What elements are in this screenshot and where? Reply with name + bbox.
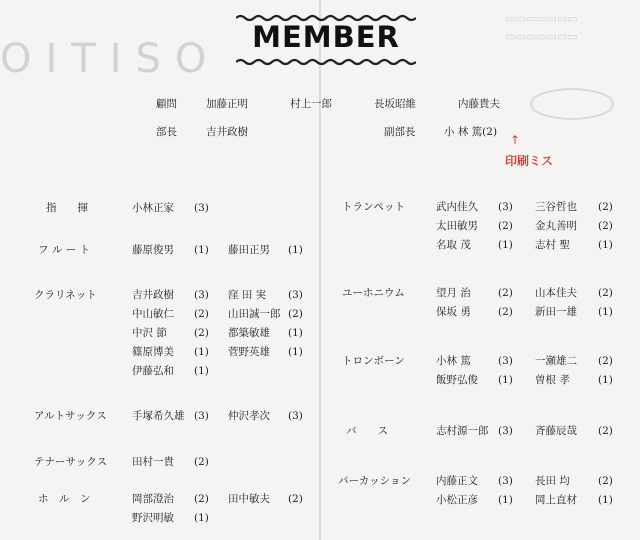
member-name: 岡部澄治 bbox=[132, 493, 174, 505]
member-name: 手塚希久雄 bbox=[132, 410, 185, 422]
bleed-through-text-right: ▭▭▭▭▭▭▭ ▭▭▭▭▭▭▭ bbox=[505, 12, 578, 43]
member-name: 中山敏仁 bbox=[132, 308, 174, 320]
member-year: (2) bbox=[498, 306, 513, 318]
section-label: クラリネット bbox=[34, 289, 97, 301]
member-year: (1) bbox=[498, 494, 513, 506]
member-name: 小林 篤 bbox=[436, 355, 471, 367]
member-year: (2) bbox=[598, 201, 613, 213]
advisor-name: 加藤正明 bbox=[206, 98, 248, 110]
member-year: (2) bbox=[598, 475, 613, 487]
member-name: 名取 茂 bbox=[436, 239, 471, 251]
member-year: (1) bbox=[598, 494, 613, 506]
member-year: (1) bbox=[194, 512, 209, 524]
vice-chief-name: 小 林 篤(2) bbox=[444, 126, 498, 138]
member-name: 田中敏夫 bbox=[228, 493, 270, 505]
member-name: 岡上直材 bbox=[535, 494, 577, 506]
page-fold bbox=[319, 0, 321, 540]
member-year: (3) bbox=[194, 410, 209, 422]
member-year: (2) bbox=[288, 493, 303, 505]
member-name: 野沢明敏 bbox=[132, 512, 174, 524]
chief-label: 部長 bbox=[156, 126, 177, 138]
member-name: 吉井政樹 bbox=[132, 289, 174, 301]
section-label: フ ル ー ト bbox=[38, 244, 91, 256]
member-year: (2) bbox=[194, 327, 209, 339]
member-year: (1) bbox=[194, 244, 209, 256]
member-year: (2) bbox=[194, 493, 209, 505]
member-year: (1) bbox=[288, 327, 303, 339]
member-year: (1) bbox=[194, 346, 209, 358]
member-name: 都築敏雄 bbox=[228, 327, 270, 339]
bleed-through-text-left: OITISO bbox=[0, 36, 221, 82]
member-year: (3) bbox=[288, 289, 303, 301]
member-year: (3) bbox=[194, 289, 209, 301]
member-year: (2) bbox=[194, 308, 209, 320]
member-year: (1) bbox=[498, 374, 513, 386]
member-year: (2) bbox=[598, 287, 613, 299]
member-year: (3) bbox=[498, 201, 513, 213]
member-name: 内藤正文 bbox=[436, 475, 478, 487]
member-name: 志村 聖 bbox=[535, 239, 570, 251]
section-label: パーカッション bbox=[338, 475, 411, 487]
member-year: (2) bbox=[498, 220, 513, 232]
member-name: 中沢 節 bbox=[132, 327, 167, 339]
vice-chief-label: 副部長 bbox=[384, 126, 416, 138]
member-name: 仲沢孝次 bbox=[228, 410, 270, 422]
member-year: (2) bbox=[288, 308, 303, 320]
member-name: 田村一貴 bbox=[132, 456, 174, 468]
member-year: (2) bbox=[598, 355, 613, 367]
member-year: (3) bbox=[194, 202, 209, 214]
advisor-label: 顧問 bbox=[156, 98, 177, 110]
member-name: 志村源一郎 bbox=[436, 425, 489, 437]
misprint-note: 印刷ミス bbox=[505, 154, 554, 168]
member-year: (3) bbox=[498, 475, 513, 487]
section-label: テナーサックス bbox=[34, 456, 108, 468]
section-label: アルトサックス bbox=[34, 410, 107, 422]
member-year: (3) bbox=[498, 355, 513, 367]
member-name: 曽根 孝 bbox=[535, 374, 570, 386]
member-name: 長田 均 bbox=[535, 475, 570, 487]
section-label: トランペット bbox=[342, 201, 405, 213]
member-name: 新田一雄 bbox=[535, 306, 577, 318]
member-name: 藤田正男 bbox=[228, 244, 270, 256]
advisor-name: 内藤貴夫 bbox=[458, 98, 500, 110]
member-name: 山本佳夫 bbox=[535, 287, 577, 299]
member-year: (1) bbox=[598, 374, 613, 386]
bleed-through-oval bbox=[530, 88, 614, 120]
member-name: 太田敏男 bbox=[436, 220, 478, 232]
section-label: バ ス bbox=[346, 425, 388, 437]
member-name: 山田誠一郎 bbox=[228, 308, 281, 320]
section-label: ホ ル ン bbox=[38, 493, 91, 505]
section-label: 指 揮 bbox=[46, 202, 88, 214]
advisor-name: 村上一郎 bbox=[290, 98, 332, 110]
member-name: 武内佳久 bbox=[436, 201, 478, 213]
member-name: 篠原博美 bbox=[132, 346, 174, 358]
member-name: 小松正彦 bbox=[436, 494, 478, 506]
member-name: 一瀬雄二 bbox=[535, 355, 577, 367]
chief-name: 吉井政樹 bbox=[206, 126, 248, 138]
member-year: (1) bbox=[288, 346, 303, 358]
member-year: (2) bbox=[194, 456, 209, 468]
member-year: (2) bbox=[498, 287, 513, 299]
member-year: (3) bbox=[498, 425, 513, 437]
member-year: (1) bbox=[194, 365, 209, 377]
member-name: 望月 治 bbox=[436, 287, 471, 299]
ornament-bottom bbox=[236, 58, 416, 66]
member-year: (2) bbox=[598, 220, 613, 232]
member-name: 藤原俊男 bbox=[132, 244, 174, 256]
member-year: (1) bbox=[598, 239, 613, 251]
up-arrow-icon: ↑ bbox=[510, 133, 521, 147]
member-name: 伊藤弘和 bbox=[132, 365, 174, 377]
page-title: MEMBER bbox=[252, 20, 400, 54]
member-name: 保坂 勇 bbox=[436, 306, 471, 318]
member-name: 飯野弘俊 bbox=[436, 374, 478, 386]
section-label: トロンボーン bbox=[342, 355, 405, 367]
advisor-name: 長坂昭維 bbox=[374, 98, 416, 110]
member-year: (1) bbox=[598, 306, 613, 318]
member-year: (2) bbox=[598, 425, 613, 437]
member-name: 窪 田 実 bbox=[228, 289, 267, 301]
section-label: ユーホニウム bbox=[342, 287, 405, 299]
member-name: 小林正家 bbox=[132, 202, 174, 214]
member-year: (1) bbox=[288, 244, 303, 256]
member-name: 菅野英雄 bbox=[228, 346, 270, 358]
member-name: 斉藤辰哉 bbox=[535, 425, 577, 437]
member-year: (3) bbox=[288, 410, 303, 422]
member-name: 三谷哲也 bbox=[535, 201, 577, 213]
member-year: (1) bbox=[498, 239, 513, 251]
member-name: 金丸善明 bbox=[535, 220, 577, 232]
